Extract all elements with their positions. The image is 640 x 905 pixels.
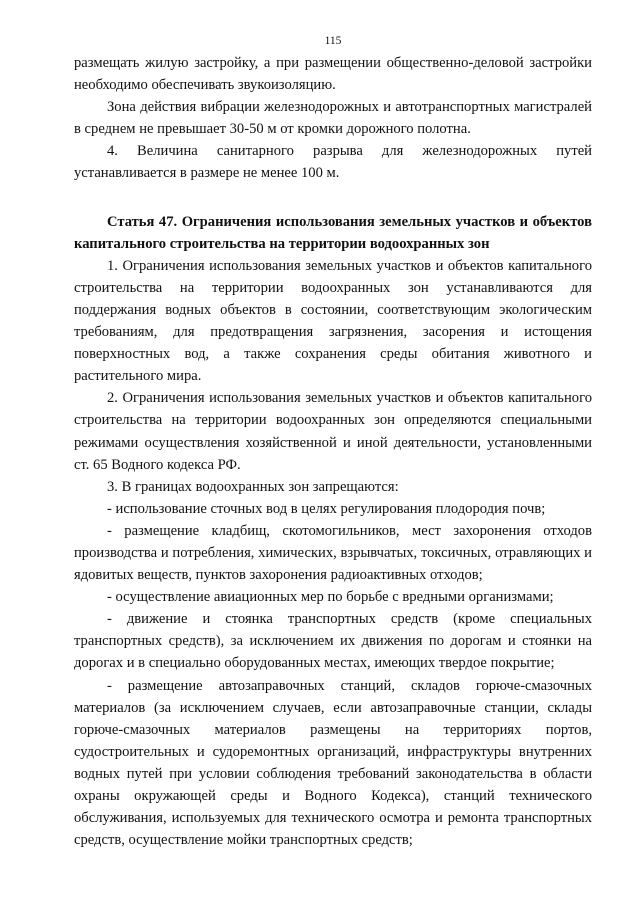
paragraph-continuation: размещать жилую застройку, а при размещении общественно-деловой застройки необходимо обеспечивать звукоизоляцию.	[74, 55, 592, 94]
article-heading: Статья 47. Ограничения использования земельных участков и объектов капитального строительства на территории водоохранных зон	[74, 213, 592, 252]
list-item-vehicles: - движение и стоянка транспортных средств (кроме специальных транспортных средств), за исключением их движения по дорогам и стоянки на дорогах и в специально оборудованных местах, имеющих твердое покрытие;	[74, 611, 592, 672]
page-number: 115	[324, 35, 342, 47]
paragraph-article-item-2: 2. Ограничения использования земельных участков и объектов капитального строительства на территории водоохранных зон определяются специальными режимами осуществления хозяйственной и иной деятельности, установленными ст. 65 Водного кодекса РФ.	[74, 390, 592, 473]
paragraph-vibration-zone: Зона действия вибрации железнодорожных и автотранспортных магистралей в среднем не превышает 30-50 м от кромки дорожного полотна.	[74, 99, 592, 138]
list-item-cemeteries: - размещение кладбищ, скотомогильников, мест захоронения отходов производства и потребления, химических, взрывчатых, токсичных, отравляющих и ядовитых веществ, пунктов захоронения радиоактивных отходов;	[74, 522, 592, 584]
list-item-fuel-stations: - размещение автозаправочных станций, складов горюче-смазочных материалов (за исключением случаев, если автозаправочные станции, склады горюче-смазочных материалов размещены на территориях портов, судостроительных и судоремонтных организаций, инфраструктуры внутренних водных путей при условии соблюдения требований законодательства в области охраны окружающей среды и Водного Кодекса), станций технического обслуживания, используемых для технического осмотра и ремонта транспортных средств, осуществление мойки транспортных средств;	[74, 677, 592, 849]
paragraph-article-item-3: 3. В границах водоохранных зон запрещаются:	[107, 478, 399, 495]
document-page	[74, 34, 592, 851]
paragraph-sanitary-gap: 4. Величина санитарного разрыва для железнодорожных путей устанавливается в размере не менее 100 м.	[74, 143, 592, 182]
list-item-aviation: - осуществление авиационных мер по борьбе с вредными организмами;	[107, 589, 554, 606]
paragraph-article-item-1: 1. Ограничения использования земельных участков и объектов капитального строительства на территории водоохранных зон устанавливаются для поддержания водных объектов в состоянии, соответствующим экологическим требованиям, для предотвращения загрязнения, засорения и истощения поверхностных вод, а также сохранения среды обитания животного и растительного мира.	[74, 257, 592, 385]
list-item-wastewater: - использование сточных вод в целях регулирования плодородия почв;	[107, 500, 546, 517]
